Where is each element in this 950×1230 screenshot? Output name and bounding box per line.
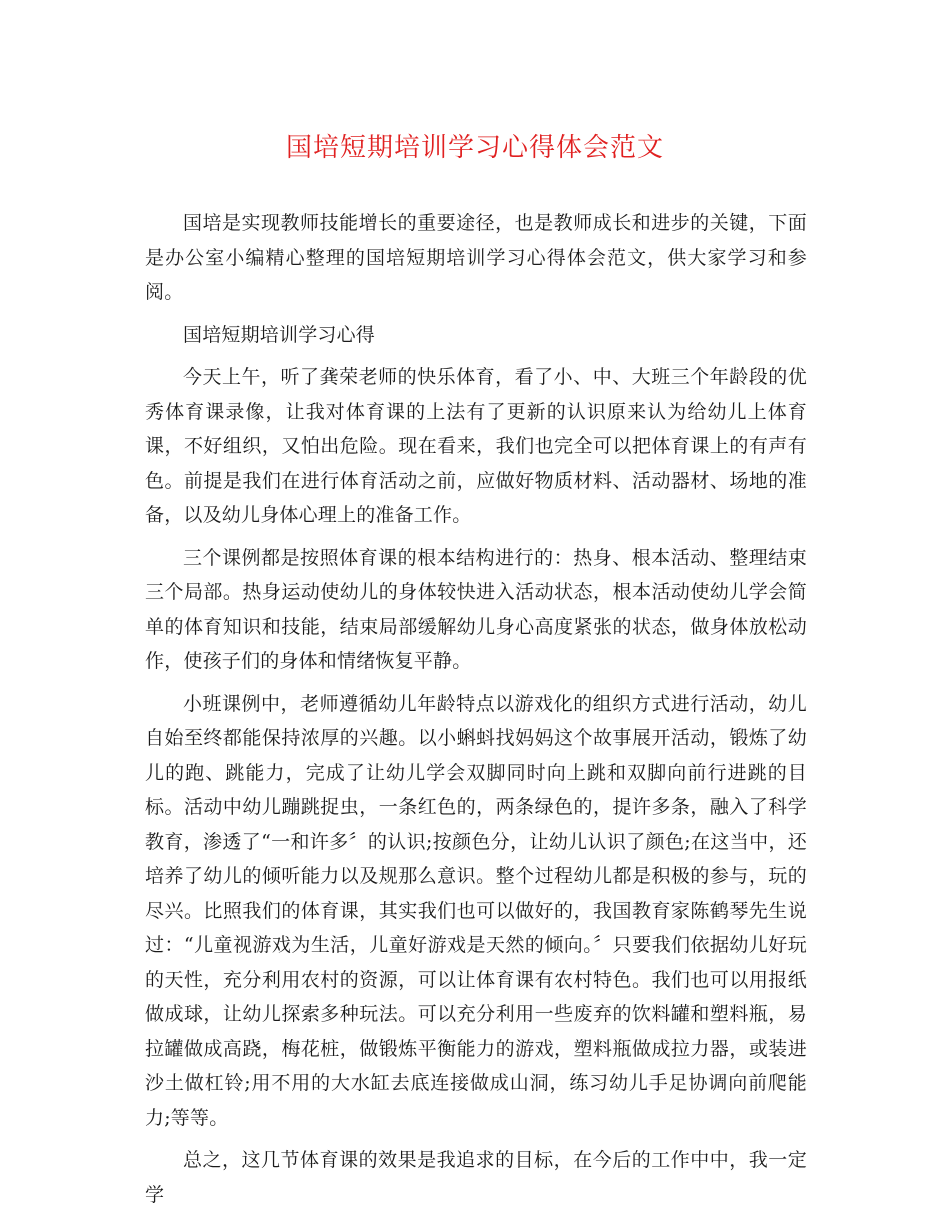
document-title: 国培短期培训学习心得体会范文 — [285, 133, 664, 163]
paragraph-subheading: 国培短期培训学习心得 — [183, 323, 376, 346]
paragraph-body: 总之，这几节体育课的效果是我追求的目标，在今后的工作中中，我一定学 — [145, 1149, 807, 1206]
paragraph-intro: 国培是实现教师技能增长的重要途径，也是教师成长和进步的关键，下面是办公室小编精心整理的国培短期培训学习心得体会范文，供大家学习和参阅。 — [145, 212, 807, 303]
paragraph-body: 今天上午，听了龚荣老师的快乐体育，看了小、中、大班三个年龄段的优秀体育课录像，让我对体育课的上法有了更新的认识原来认为给幼儿上体育课，不好组织，又怕出危险。现在看来，我们也完全可以把体育课上的有声有色。前提是我们在进行体育活动之前，应做好物质材料、活动器材、场地的准备，以及幼儿身体心理上的准备工作。 — [145, 366, 807, 526]
document-body — [145, 206, 807, 1212]
paragraph-body: 小班课例中，老师遵循幼儿年龄特点以游戏化的组织方式进行活动，幼儿自始至终都能保持浓厚的兴趣。以小蝌蚪找妈妈这个故事展开活动，锻炼了幼儿的跑、跳能力，完成了让幼儿学会双脚同时向上跳和双脚向前行进跳的目标。活动中幼儿蹦跳捉虫，一条红色的，两条绿色的，提许多条，融入了科学教育，渗透了“一和许多〞的认识;按颜色分，让幼儿认识了颜色;在这当中，还培养了幼儿的倾听能力以及规那么意识。整个过程幼儿都是积极的参与，玩的尽兴。比照我们的体育课，其实我们也可以做好的，我国教育家陈鹤琴先生说过：“儿童视游戏为生活，儿童好游戏是天然的倾向。〞只要我们依据幼儿好玩的天性，充分利用农村的资源，可以让体育课有农村特色。我们也可以用报纸做成球，让幼儿探索多种玩法。可以充分利用一些废弃的饮料罐和塑料瓶，易拉罐做成高跷，梅花桩，做锻炼平衡能力的游戏，塑料瓶做成拉力器，或装进沙土做杠铃;用不用的大水缸去底连接做成山洞，练习幼儿手足协调向前爬能力;等等。 — [145, 692, 807, 1129]
paragraph-body: 三个课例都是按照体育课的根本结构进行的：热身、根本活动、整理结束三个局部。热身运动使幼儿的身体较快进入活动状态，根本活动使幼儿学会简单的体育知识和技能，结束局部缓解幼儿身心高度紧张的状态，做身体放松动作，使孩子们的身体和情绪恢复平静。 — [145, 546, 807, 672]
